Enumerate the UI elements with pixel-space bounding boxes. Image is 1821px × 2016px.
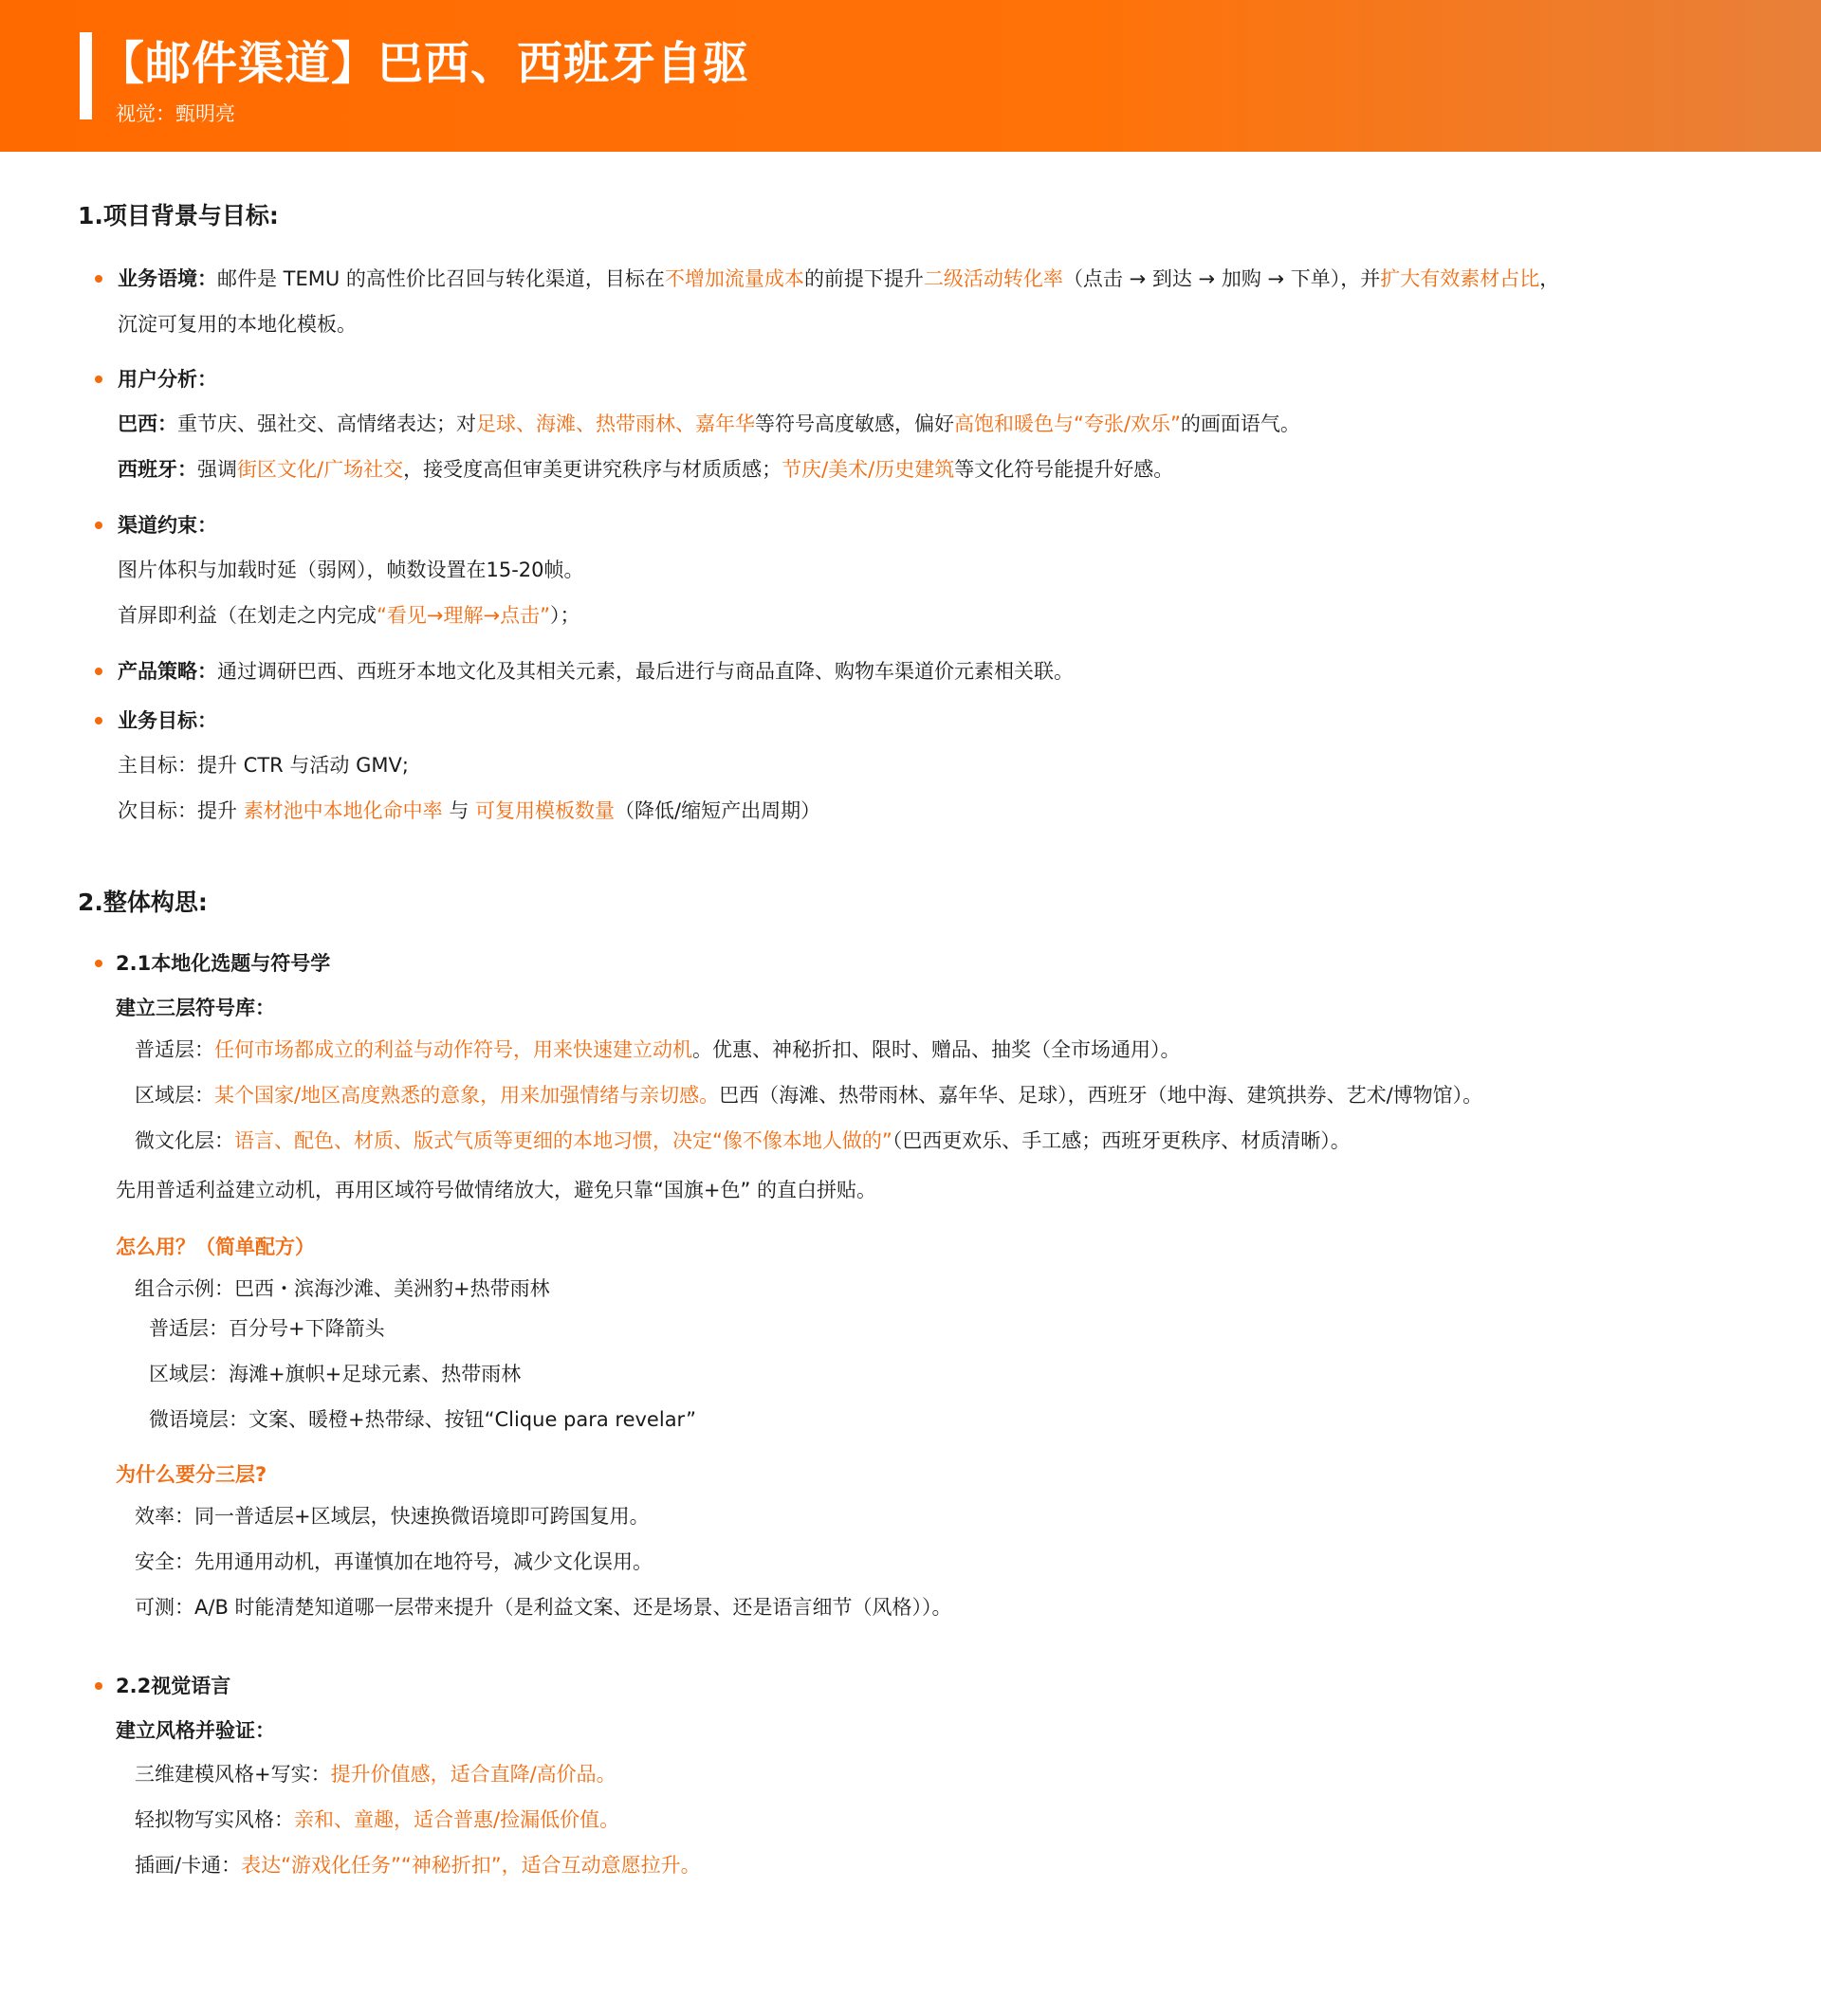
highlight-span: 可复用模板数量 <box>475 799 616 822</box>
bullet-dot <box>95 376 102 383</box>
text-span: 强调 <box>197 458 237 481</box>
text-span: （点击 → 到达 → 加购 → 下单），并 <box>1062 267 1381 290</box>
page-header <box>0 0 1821 152</box>
combo-example: 组合示例：巴西・滨海沙滩、美洲豹+热带雨林 <box>135 1277 550 1300</box>
text-span: 通过调研巴西、西班牙本地文化及其相关元素，最后进行与商品直降、购物车渠道价元素相关联。 <box>217 660 1074 683</box>
highlight-span: 语言、配色、材质、版式气质等更细的本地习惯，决定“像不像本地人做的” <box>234 1129 892 1152</box>
subsection-2-1-title: 2.1本地化选题与符号学 <box>116 952 331 975</box>
highlight-span: 足球、海滩、热带雨林、嘉年华 <box>476 412 755 435</box>
highlight-span: 某个国家/地区高度熟悉的意象，用来加强情绪与亲切感。 <box>214 1084 720 1107</box>
bullet-dot <box>95 1682 102 1690</box>
bullet-dot <box>95 522 102 529</box>
symbol-library-title: 建立三层符号库： <box>116 997 275 1019</box>
text-span: 次目标：提升 <box>118 799 244 822</box>
biz-context-line-1 <box>118 265 1559 293</box>
why-efficiency: 效率：同一普适层+区域层，快速换微语境即可跨国复用。 <box>135 1505 650 1528</box>
page-subtitle: 视觉：甄明亮 <box>116 102 235 125</box>
why-measurable: 可测：A/B 时能清楚知道哪一层带来提升（是利益文案、还是场景、还是语言细节（风格））。 <box>135 1596 952 1619</box>
business-goal-secondary <box>118 797 820 825</box>
bullet-dot <box>95 960 102 967</box>
biz-context-label: 业务语境： <box>118 267 217 290</box>
channel-constraint-line-2 <box>118 601 579 630</box>
biz-context-line-2: 沉淀可复用的本地化模板。 <box>118 313 357 336</box>
style-validation-title: 建立风格并验证： <box>116 1719 275 1742</box>
text-span: ，接受度高但审美更讲究秩序与材质质感； <box>403 458 782 481</box>
text-span: 普适层： <box>135 1038 214 1061</box>
text-span: （降低/缩短产出周期） <box>615 799 821 822</box>
text-span: 的前提下提升 <box>803 267 924 290</box>
text-span: 微文化层： <box>135 1129 234 1152</box>
highlight-span: 街区文化/广场社交 <box>237 458 404 481</box>
why-three-layers-title: 为什么要分三层? <box>116 1463 267 1486</box>
highlight-span: 扩大有效素材占比 <box>1380 267 1540 290</box>
text-span: ， <box>1539 267 1560 290</box>
text-span: 重节庆、强社交、高情绪表达；对 <box>177 412 476 435</box>
highlight-span: “看见→理解→点击” <box>377 604 550 627</box>
highlight-span: 不增加流量成本 <box>664 267 804 290</box>
user-analysis-label: 用户分析： <box>118 368 217 391</box>
text-span: 三维建模风格+写实： <box>135 1763 331 1786</box>
combo-universal: 普适层：百分号+下降箭头 <box>149 1317 385 1340</box>
bullet-dot <box>95 275 102 283</box>
text-span: 等文化符号能提升好感。 <box>954 458 1174 481</box>
text-span: 首屏即利益（在划走之内完成 <box>118 604 377 627</box>
brazil-analysis <box>118 410 1300 438</box>
product-strategy-label: 产品策略： <box>118 660 217 683</box>
layer-universal <box>135 1035 1181 1064</box>
highlight-span: 高饱和暖色与“夸张/欢乐” <box>954 412 1181 435</box>
combo-regional: 区域层：海滩+旗帜+足球元素、热带雨林 <box>149 1363 522 1385</box>
text-span: 巴西（海滩、热带雨林、嘉年华、足球），西班牙（地中海、建筑拱券、艺术/博物馆）。 <box>719 1084 1483 1107</box>
text-span: 邮件是 TEMU 的高性价比召回与转化渠道，目标在 <box>217 267 665 290</box>
layer-micro-culture <box>135 1127 1351 1155</box>
highlight-span: 亲和、童趣，适合普惠/捡漏低价值。 <box>294 1808 620 1831</box>
channel-constraint-line-1: 图片体积与加载时延（弱网），帧数设置在15-20帧。 <box>118 559 584 581</box>
brazil-label: 巴西： <box>118 412 177 435</box>
text-span: 区域层： <box>135 1084 214 1107</box>
highlight-span: 任何市场都成立的利益与动作符号，用来快速建立动机 <box>214 1038 692 1061</box>
bullet-dot <box>95 717 102 724</box>
combo-micro: 微语境层：文案、暖橙+热带绿、按钮“Clique para revelar” <box>149 1408 696 1431</box>
text-span: 的画面语气。 <box>1180 412 1300 435</box>
highlight-span: 提升价值感，适合直降/高价品。 <box>330 1763 616 1786</box>
highlight-span: 素材池中本地化命中率 <box>243 799 443 822</box>
spain-label: 西班牙： <box>118 458 197 481</box>
business-goal-main: 主目标：提升 CTR 与活动 GMV; <box>118 754 409 777</box>
text-span: 。优惠、神秘折扣、限时、赠品、抽奖（全市场通用）。 <box>692 1038 1181 1061</box>
text-span: ）； <box>549 604 580 627</box>
style-illustration-cartoon <box>135 1851 701 1879</box>
why-safety: 安全：先用通用动机，再谨慎加在地符号，减少文化误用。 <box>135 1550 653 1573</box>
section-1-title: 1.项目背景与目标: <box>78 202 279 229</box>
highlight-span: 节庆/美术/历史建筑 <box>782 458 955 481</box>
business-goal-label: 业务目标： <box>118 709 217 732</box>
how-to-use-title: 怎么用？（简单配方） <box>116 1236 315 1258</box>
style-light-skeuomorphic <box>135 1805 619 1834</box>
style-3d-realistic <box>135 1760 616 1788</box>
text-span: 轻拟物写实风格： <box>135 1808 294 1831</box>
text-span: （巴西更欢乐、手工感；西班牙更秩序、材质清晰）。 <box>892 1129 1351 1152</box>
bullet-dot <box>95 668 102 675</box>
layer-summary: 先用普适利益建立动机，再用区域符号做情绪放大，避免只靠“国旗+色” 的直白拼贴。 <box>116 1179 877 1201</box>
highlight-span: 表达“游戏化任务”“神秘折扣”，适合互动意愿拉升。 <box>241 1854 701 1877</box>
text-span: 插画/卡通： <box>135 1854 242 1877</box>
section-2-title: 2.整体构思: <box>78 889 208 916</box>
layer-regional <box>135 1081 1482 1109</box>
page-title: 【邮件渠道】巴西、西班牙自驱 <box>99 37 750 90</box>
channel-constraint-label: 渠道约束： <box>118 514 217 537</box>
text-span: 与 <box>442 799 476 822</box>
highlight-span: 二级活动转化率 <box>923 267 1063 290</box>
product-strategy <box>118 657 1074 686</box>
text-span: 等符号高度敏感，偏好 <box>755 412 954 435</box>
subsection-2-2-title: 2.2视觉语言 <box>116 1675 231 1697</box>
header-accent-bar <box>80 32 92 119</box>
spain-analysis <box>118 455 1173 484</box>
